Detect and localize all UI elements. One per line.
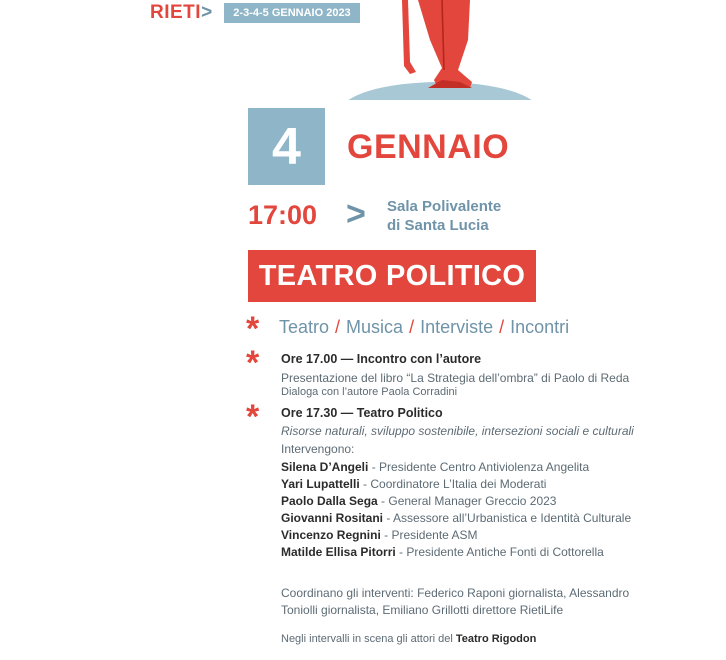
event-time: 17:00 xyxy=(248,200,318,230)
category-tags: Teatro / Musica / Interviste / Incontri xyxy=(279,317,570,337)
intervals-note: Negli intervalli in scena gli attori del Teatro Rigodon xyxy=(281,633,537,645)
event2-subtitle: Risorse naturali, sviluppo sostenibile, intersezioni sociali e culturali xyxy=(281,424,634,438)
speakers-intro: Intervengono: xyxy=(281,442,355,456)
tag: Teatro xyxy=(279,317,330,337)
asterisk-icon: * xyxy=(246,310,260,348)
tag: Interviste xyxy=(420,317,494,337)
figure-illustration xyxy=(330,0,540,100)
festival-dates: 2-3-4-5 GENNAIO 2023 xyxy=(224,3,360,23)
speaker-row: Paolo Dalla Sega - General Manager Greccio 2023 xyxy=(281,494,557,508)
tag: Musica xyxy=(346,317,404,337)
tag: Incontri xyxy=(510,317,570,337)
venue-line-1: Sala Polivalente xyxy=(387,198,502,215)
month-label: GENNAIO xyxy=(347,128,510,166)
asterisk-icon: * xyxy=(246,344,260,382)
chevron-right-icon: > xyxy=(346,195,366,233)
event1-title: Ore 17.00 — Incontro con l’autore xyxy=(281,352,482,366)
speaker-row: Vincenzo Regnini - Presidente ASM xyxy=(281,528,478,542)
event2-title: Ore 17.30 — Teatro Politico xyxy=(281,406,443,420)
event-title: TEATRO POLITICO xyxy=(248,250,536,302)
speaker-row: Matilde Ellisa Pitorri - Presidente Antiche Fonti di Cottorella xyxy=(281,545,604,559)
city-name: RIETI> xyxy=(150,2,213,23)
speaker-row: Giovanni Rositani - Assessore all’Urbanistica e Identità Culturale xyxy=(281,511,632,525)
day-number: 4 xyxy=(248,108,325,185)
venue-line-2: di Santa Lucia xyxy=(387,217,489,234)
event1-description: Presentazione del libro “La Strategia dell’ombra” di Paolo di Reda xyxy=(281,371,630,385)
coordination-line-2: Toniolli giornalista, Emiliano Grillotti direttore RietiLife xyxy=(281,603,564,617)
event1-dialogue: Dialoga con l’autore Paola Corradini xyxy=(281,386,458,398)
coordination-line-1: Coordinano gli interventi: Federico Raponi giornalista, Alessandro xyxy=(281,586,630,600)
speaker-row: Yari Lupattelli - Coordinatore L’Italia dei Moderati xyxy=(281,477,547,491)
asterisk-icon: * xyxy=(246,398,260,436)
speaker-row: Silena D’Angeli - Presidente Centro Antiviolenza Angelita xyxy=(281,460,590,474)
